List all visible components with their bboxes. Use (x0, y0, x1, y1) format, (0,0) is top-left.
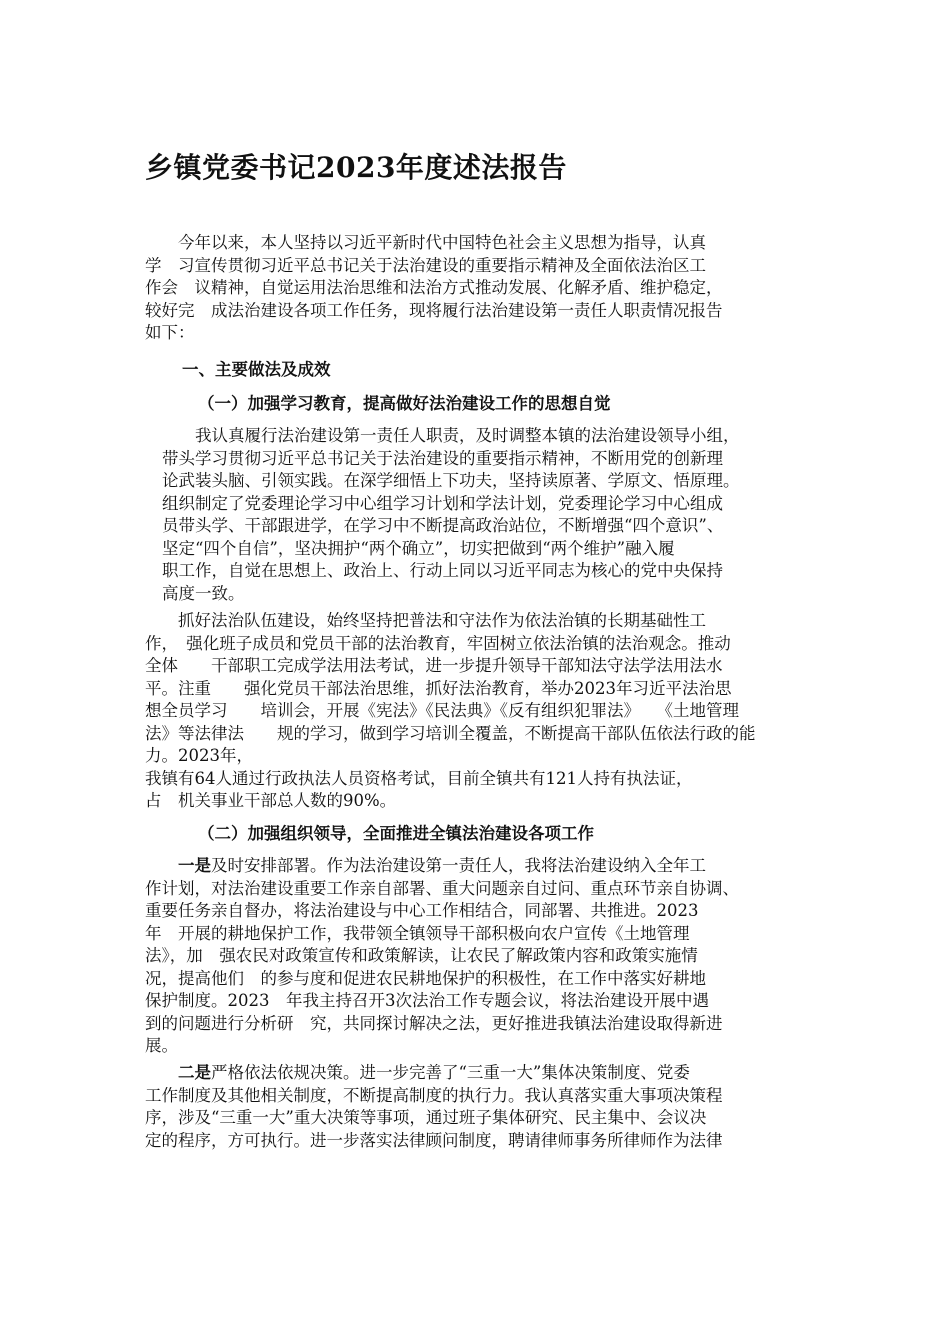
text-line: 全体 干部职工完成学法用法考试，进一步提升领导干部知法守法学法用法水 (145, 656, 723, 675)
text-line: 抓好法治队伍建设，始终坚持把普法和守法作为依法治镇的长期基础性工 (145, 611, 706, 630)
text-line: 组织制定了党委理论学习中心组学习计划和学法计划，党委理论学习中心组成 (162, 493, 723, 513)
text-line: 到的问题进行分析研 究，共同探讨解决之法，更好推进我镇法治建设取得新进 (145, 1013, 723, 1033)
text-line: 如下： (145, 323, 195, 342)
text-line (145, 1062, 800, 1085)
subsection-2-paragraph-2 (145, 1062, 800, 1152)
document-title: 乡镇党委书记2023年度述法报告 (145, 151, 567, 184)
lead-phrase: 一是 (178, 856, 211, 875)
text-line: 作， 强化班子成员和党员干部的法治教育，牢固树立依法治镇的法治观念。推动 (145, 633, 731, 653)
text-line: 定的程序，方可执行。进一步落实法律顾问制度，聘请律师事务所律师作为法律 (145, 1130, 723, 1150)
text-line: 较好完 成法治建设各项工作任务，现将履行法治建设第一责任人职责情况报告 (145, 300, 723, 320)
intro-paragraph (145, 232, 800, 345)
text-line: 学 习宣传贯彻习近平总书记关于法治建设的重要指示精神及全面依法治区工 (145, 255, 706, 275)
text-line: 展。 (145, 1036, 178, 1055)
text-line: 作会 议精神，自觉运用法治思维和法治方式推动发展、化解矛盾、维护稳定， (145, 278, 723, 297)
lead-phrase: 二是 (178, 1063, 211, 1082)
text-line: 想全员学习 培训会，开展《宪法》《民法典》《反有组织犯罪法》 《土地管理 (145, 701, 739, 720)
text-line: 占 机关事业干部总人数的90%。 (145, 791, 397, 810)
subsection-1-paragraph-1 (162, 425, 802, 605)
section-heading-1: 一、主要做法及成效 (182, 360, 331, 379)
text-line: 年 开展的耕地保护工作，我带领全镇领导干部积极向农户宣传《土地管理 (145, 923, 690, 943)
text-line: 我镇有64人通过行政执法人员资格考试，目前全镇共有121人持有执法证， (145, 768, 693, 788)
text-line: 工作制度及其他相关制度，不断提高制度的执行力。我认真落实重大事项决策程 (145, 1085, 723, 1105)
text-line: 带头学习贯彻习近平总书记关于法治建设的重要指示精神，不断用党的创新理 (162, 448, 723, 468)
text-line: 法》等法律法 规的学习，做到学习培训全覆盖，不断提高干部队伍依法行政的能 (145, 723, 756, 743)
text-line: 作计划，对法治建设重要工作亲自部署、重大问题亲自过问、重点环节亲自协调、 (145, 878, 739, 898)
subsection-heading-2: （二）加强组织领导，全面推进全镇法治建设各项工作 (198, 824, 594, 843)
text-line: 今年以来，本人坚持以习近平新时代中国特色社会主义思想为指导，认真 (145, 233, 706, 252)
text-line: 保护制度。2023 年我主持召开3次法治工作专题会议，将法治建设开展中遇 (145, 991, 709, 1010)
subsection-2-paragraph-1 (145, 855, 800, 1058)
text-line: 坚定“四个自信”，坚决拥护“两个确立”，切实把做到“两个维护”融入履 (162, 538, 675, 558)
text-line (145, 855, 800, 878)
subsection-1-paragraph-2 (145, 610, 800, 813)
text-line: 我认真履行法治建设第一责任人职责，及时调整本镇的法治建设领导小组， (162, 426, 740, 445)
text-line: 员带头学、干部跟进学，在学习中不断提高政治站位，不断增强“四个意识”、 (162, 516, 724, 535)
line-text: 及时安排部署。作为法治建设第一责任人，我将法治建设纳入全年工 (211, 856, 706, 875)
text-line: 序，涉及“三重一大”重大决策等事项，通过班子集体研究、民主集中、会议决 (145, 1108, 707, 1127)
text-line: 论武装头脑、引领实践。在深学细悟上下功夫，坚持读原著、学原文、悟原理。 (162, 471, 740, 490)
text-line: 力。2023年， (145, 746, 253, 765)
subsection-heading-1: （一）加强学习教育，提高做好法治建设工作的思想自觉 (198, 394, 611, 413)
text-line: 职工作，自觉在思想上、政治上、行动上同以习近平同志为核心的党中央保持 (162, 561, 723, 580)
text-line: 高度一致。 (162, 583, 245, 603)
text-line: 平。注重 强化党员干部法治思维，抓好法治教育，举办2023年习近平法治思 (145, 678, 732, 698)
text-line: 重要任务亲自督办，将法治建设与中心工作相结合，同部署、共推进。2023 (145, 901, 699, 920)
line-text: 严格依法依规决策。进一步完善了“三重一大”集体决策制度、党委 (211, 1063, 690, 1082)
text-line: 法》，加 强农民对政策宣传和政策解读，让农民了解政策内容和政策实施情 (145, 946, 698, 965)
text-line: 况，提高他们 的参与度和促进农民耕地保护的积极性，在工作中落实好耕地 (145, 968, 706, 988)
